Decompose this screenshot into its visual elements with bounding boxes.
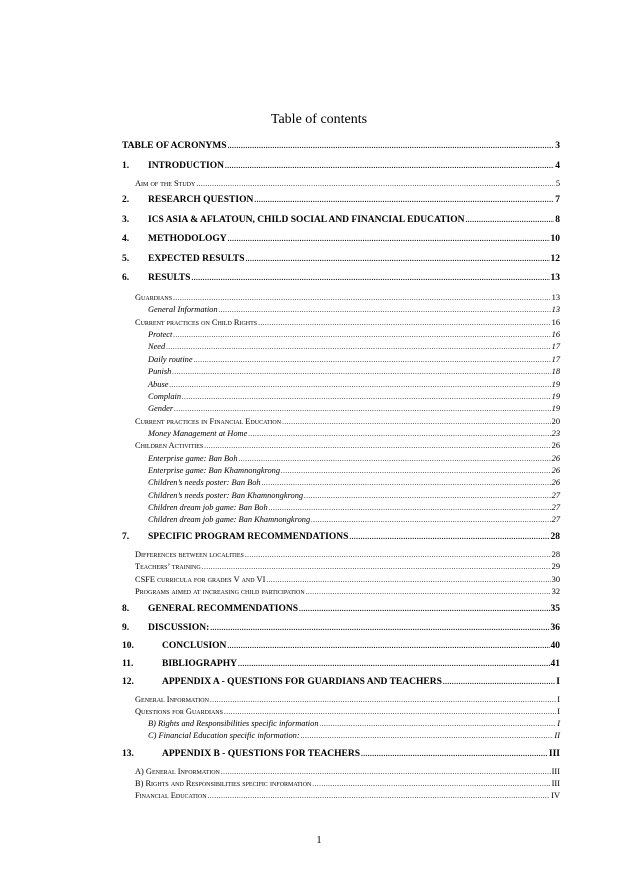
toc-entry[interactable] bbox=[122, 330, 560, 342]
toc-entry-page: 16 bbox=[551, 318, 560, 327]
toc-entry[interactable] bbox=[122, 179, 560, 191]
dot-leader bbox=[227, 642, 549, 650]
toc-entry[interactable] bbox=[122, 503, 560, 515]
dot-leader bbox=[282, 418, 551, 426]
toc-entry-label: Gender bbox=[148, 404, 174, 413]
dot-leader bbox=[254, 196, 554, 204]
dot-leader bbox=[443, 678, 555, 686]
toc-entry-page: 28 bbox=[551, 550, 560, 559]
toc-entry[interactable] bbox=[122, 318, 560, 330]
toc-entry-label: Complain bbox=[148, 392, 182, 401]
dot-leader bbox=[320, 720, 557, 728]
toc-entry[interactable] bbox=[122, 141, 560, 153]
toc-entry-page: 30 bbox=[551, 575, 560, 584]
dot-leader bbox=[269, 504, 551, 512]
toc-entry-page: 4 bbox=[555, 161, 560, 171]
toc-entry-page: 12 bbox=[550, 254, 560, 264]
toc-entry-label: Children’s needs poster: Ban Khamnongkrong bbox=[148, 491, 304, 500]
toc-entry-label: Guardians bbox=[135, 293, 173, 302]
toc-entry[interactable] bbox=[122, 767, 560, 779]
toc-entry[interactable] bbox=[122, 234, 560, 246]
toc-entry[interactable] bbox=[122, 779, 560, 791]
toc-entry-page: 26 bbox=[551, 466, 560, 475]
toc-entry[interactable] bbox=[122, 417, 560, 429]
dot-leader bbox=[258, 319, 550, 327]
toc-entry-label: EXPECTED RESULTS bbox=[148, 254, 245, 264]
dot-leader bbox=[301, 732, 554, 740]
toc-entry-label: Daily routine bbox=[148, 355, 193, 364]
toc-entry-label: INTRODUCTION bbox=[148, 161, 225, 171]
dot-leader bbox=[166, 343, 550, 351]
toc-entry[interactable] bbox=[122, 731, 560, 743]
toc-entry-number: 7. bbox=[122, 532, 130, 542]
toc-entry-page: 20 bbox=[551, 417, 560, 426]
toc-entry-number: 12. bbox=[122, 677, 134, 687]
toc-entry-label: Programs aimed at increasing child participation bbox=[135, 587, 305, 596]
toc-entry-page: II bbox=[554, 731, 560, 740]
dot-leader bbox=[221, 768, 551, 776]
toc-entry-label: B) Rights and Responsibilities specific information bbox=[135, 779, 312, 788]
dot-leader bbox=[306, 588, 551, 596]
toc-entry-label: ICS ASIA & AFLATOUN, CHILD SOCIAL AND FINANCIAL EDUCATION bbox=[148, 215, 465, 225]
toc-entry[interactable] bbox=[122, 342, 560, 354]
toc-entry-label: A) General Information bbox=[135, 767, 220, 776]
toc-entry-page: IV bbox=[551, 791, 560, 800]
toc-entry[interactable] bbox=[122, 575, 560, 587]
toc-entry-number: 1. bbox=[122, 161, 130, 171]
toc-entry-page: 36 bbox=[550, 623, 560, 633]
toc-entry-page: I bbox=[557, 719, 560, 728]
toc-entry-label: SPECIFIC PROGRAM RECOMMENDATIONS bbox=[148, 532, 349, 542]
toc-entry-label: Differences between localities bbox=[135, 550, 244, 559]
toc-entry[interactable] bbox=[122, 441, 560, 453]
toc-entry-page: 26 bbox=[551, 478, 560, 487]
toc-entry-page: I bbox=[556, 677, 560, 687]
toc-entry-number: 8. bbox=[122, 604, 130, 614]
toc-entry[interactable] bbox=[122, 719, 560, 731]
toc-entry-label: Financial Education bbox=[135, 791, 207, 800]
toc-entry-label: Enterprise game: Ban Khamnongkrong bbox=[148, 466, 281, 475]
toc-entry-label: B) Rights and Responsibilities specific information bbox=[148, 719, 319, 728]
toc-entry[interactable] bbox=[122, 254, 560, 266]
dot-leader bbox=[311, 516, 550, 524]
toc-entry-page: 26 bbox=[551, 441, 560, 450]
toc-entry-page: 29 bbox=[551, 562, 560, 571]
dot-leader bbox=[204, 442, 550, 450]
toc-entry-page: 10 bbox=[550, 234, 560, 244]
toc-entry[interactable] bbox=[122, 532, 560, 544]
dot-leader bbox=[228, 142, 555, 150]
toc-entry[interactable] bbox=[122, 749, 560, 761]
toc-entry-label: Aim of the Study bbox=[135, 179, 196, 188]
toc-entry-label: GENERAL RECOMMENDATIONS bbox=[148, 604, 298, 614]
toc-entry-label: METHODOLOGY bbox=[148, 234, 227, 244]
dot-leader bbox=[228, 235, 550, 243]
dot-leader bbox=[182, 393, 551, 401]
toc-entry-page: 13 bbox=[551, 305, 560, 314]
toc-entry-label: Questions for Guardians bbox=[135, 707, 223, 716]
toc-entry[interactable] bbox=[122, 367, 560, 379]
toc-entry-page: 41 bbox=[550, 659, 560, 669]
toc-entry-page: 13 bbox=[551, 293, 560, 302]
toc-entry-page: 8 bbox=[555, 215, 560, 225]
toc-entry-page: 28 bbox=[550, 532, 560, 542]
toc-entry-label: General Information bbox=[135, 695, 209, 704]
toc-entry-number: 2. bbox=[122, 195, 130, 205]
toc-entry-page: 5 bbox=[555, 179, 560, 188]
toc-entry-number: 3. bbox=[122, 215, 130, 225]
dot-leader bbox=[210, 696, 556, 704]
toc-entry[interactable] bbox=[122, 305, 560, 317]
toc-entry-label: DISCUSSION: bbox=[148, 623, 210, 633]
dot-leader bbox=[202, 563, 551, 571]
dot-leader bbox=[224, 708, 556, 716]
dot-leader bbox=[266, 576, 550, 584]
dot-leader bbox=[349, 533, 549, 541]
dot-leader bbox=[194, 356, 551, 364]
toc-entry[interactable] bbox=[122, 695, 560, 707]
dot-leader bbox=[191, 274, 549, 282]
dot-leader bbox=[245, 551, 551, 559]
toc-entry-page: 16 bbox=[551, 330, 560, 339]
toc-entry[interactable] bbox=[122, 355, 560, 367]
toc-entry-label: APPENDIX B - QUESTIONS FOR TEACHERS bbox=[162, 749, 361, 759]
dot-leader bbox=[219, 306, 551, 314]
toc-entry-number: 11. bbox=[122, 659, 134, 669]
toc-entry-label: Children dream job game: Ban Khamnongkrong bbox=[148, 515, 311, 524]
toc-entry[interactable] bbox=[122, 466, 560, 478]
toc-entry[interactable] bbox=[122, 454, 560, 466]
dot-leader bbox=[361, 750, 548, 758]
toc-entry-label: Children dream job game: Ban Boh bbox=[148, 503, 268, 512]
toc-entry-page: 7 bbox=[555, 195, 560, 205]
dot-leader bbox=[238, 660, 550, 668]
toc-entry-page: III bbox=[551, 767, 560, 776]
toc-entry-number: 4. bbox=[122, 234, 130, 244]
dot-leader bbox=[196, 180, 554, 188]
toc-title: Table of contents bbox=[270, 112, 368, 127]
toc-entry[interactable] bbox=[122, 562, 560, 574]
toc-entry[interactable] bbox=[122, 659, 560, 671]
toc-entry-page: III bbox=[551, 779, 560, 788]
toc-entry[interactable] bbox=[122, 641, 560, 653]
toc-entry[interactable] bbox=[122, 791, 560, 803]
dot-leader bbox=[304, 492, 551, 500]
toc-entry-number: 10. bbox=[122, 641, 134, 651]
dot-leader bbox=[246, 255, 550, 263]
toc-entry[interactable] bbox=[122, 161, 560, 173]
toc-entry-page: 27 bbox=[551, 503, 560, 512]
toc-entry-page: I bbox=[557, 707, 560, 716]
dot-leader bbox=[225, 162, 554, 170]
toc-entry-label: C) Financial Education specific information: bbox=[148, 731, 300, 740]
toc-entry-page: 26 bbox=[551, 454, 560, 463]
toc-entry-label: Children’s needs poster: Ban Boh bbox=[148, 478, 261, 487]
toc-entry-label: Abuse bbox=[148, 380, 169, 389]
toc-entry-label: Teachers’ training bbox=[135, 562, 201, 571]
page-number: 1 bbox=[316, 835, 322, 846]
dot-leader bbox=[210, 624, 549, 632]
toc-entry-page: 13 bbox=[550, 273, 560, 283]
toc-entry[interactable] bbox=[122, 604, 560, 616]
toc-entry-label: BIBLIOGRAPHY bbox=[162, 659, 237, 669]
toc-entry-label: Protect bbox=[148, 330, 173, 339]
toc-entry[interactable] bbox=[122, 293, 560, 305]
toc-entry-page: 23 bbox=[551, 429, 560, 438]
toc-entry-label: TABLE OF ACRONYMS bbox=[122, 141, 227, 151]
toc-entry-page: 18 bbox=[551, 367, 560, 376]
toc-entry-number: 5. bbox=[122, 254, 130, 264]
toc-entry[interactable] bbox=[122, 404, 560, 416]
toc-entry[interactable] bbox=[122, 707, 560, 719]
dot-leader bbox=[465, 216, 554, 224]
toc-entry-label: RESEARCH QUESTION bbox=[148, 195, 254, 205]
toc-entry-label: CONCLUSION bbox=[162, 641, 227, 651]
toc-entry-label: Punish bbox=[148, 367, 172, 376]
toc-entry[interactable] bbox=[122, 273, 560, 285]
dot-leader bbox=[312, 780, 550, 788]
toc-entry-page: 40 bbox=[550, 641, 560, 651]
toc-entry[interactable] bbox=[122, 380, 560, 392]
toc-entry-label: Money Management at Home bbox=[148, 429, 248, 438]
dot-leader bbox=[262, 479, 551, 487]
toc-entry-number: 9. bbox=[122, 623, 130, 633]
toc-entry-label: Current practices on Child Rights bbox=[135, 318, 258, 327]
toc-entry[interactable] bbox=[122, 478, 560, 490]
toc-entry[interactable] bbox=[122, 623, 560, 635]
dot-leader bbox=[172, 368, 550, 376]
toc-entry-label: Enterprise game: Ban Boh bbox=[148, 454, 238, 463]
toc-entry-page: 27 bbox=[551, 515, 560, 524]
toc-entry[interactable] bbox=[122, 587, 560, 599]
dot-leader bbox=[174, 405, 551, 413]
toc-entry[interactable] bbox=[122, 550, 560, 562]
toc-entry-page: 17 bbox=[551, 342, 560, 351]
toc-entry-page: 3 bbox=[555, 141, 560, 151]
toc-entry-label: Need bbox=[148, 342, 166, 351]
toc-entry[interactable] bbox=[122, 677, 560, 689]
toc-entry-page: III bbox=[548, 749, 560, 759]
toc-entry-label: RESULTS bbox=[148, 273, 191, 283]
toc-entry-page: 19 bbox=[551, 380, 560, 389]
toc-entry[interactable] bbox=[122, 195, 560, 207]
toc-entry-label: APPENDIX A - QUESTIONS FOR GUARDIANS AND TEACHERS bbox=[162, 677, 442, 687]
toc-entry-label: Current practices in Financial Education bbox=[135, 417, 282, 426]
dot-leader bbox=[173, 294, 551, 302]
dot-leader bbox=[169, 381, 550, 389]
toc-entry-page: 17 bbox=[551, 355, 560, 364]
dot-leader bbox=[281, 467, 551, 475]
dot-leader bbox=[173, 331, 550, 339]
toc-entry-page: 35 bbox=[550, 604, 560, 614]
toc-entry-page: 27 bbox=[551, 491, 560, 500]
toc-entry[interactable] bbox=[122, 392, 560, 404]
toc-entry-page: 32 bbox=[551, 587, 560, 596]
toc-entry[interactable] bbox=[122, 515, 560, 527]
toc-entry-number: 6. bbox=[122, 273, 130, 283]
dot-leader bbox=[248, 430, 550, 438]
toc-entry[interactable] bbox=[122, 215, 560, 227]
toc-entry[interactable] bbox=[122, 491, 560, 503]
dot-leader bbox=[299, 605, 550, 613]
dot-leader bbox=[239, 455, 551, 463]
toc-entry-number: 13. bbox=[122, 749, 134, 759]
toc-entry[interactable] bbox=[122, 429, 560, 441]
toc-entry-page: 19 bbox=[551, 404, 560, 413]
toc-entry-page: I bbox=[557, 695, 560, 704]
toc-entry-label: General Information bbox=[148, 305, 218, 314]
dot-leader bbox=[208, 792, 551, 800]
toc-entry-label: Children Activities bbox=[135, 441, 204, 450]
toc-entry-page: 19 bbox=[551, 392, 560, 401]
toc-entry-label: CSFE curricula for grades V and VI bbox=[135, 575, 266, 584]
